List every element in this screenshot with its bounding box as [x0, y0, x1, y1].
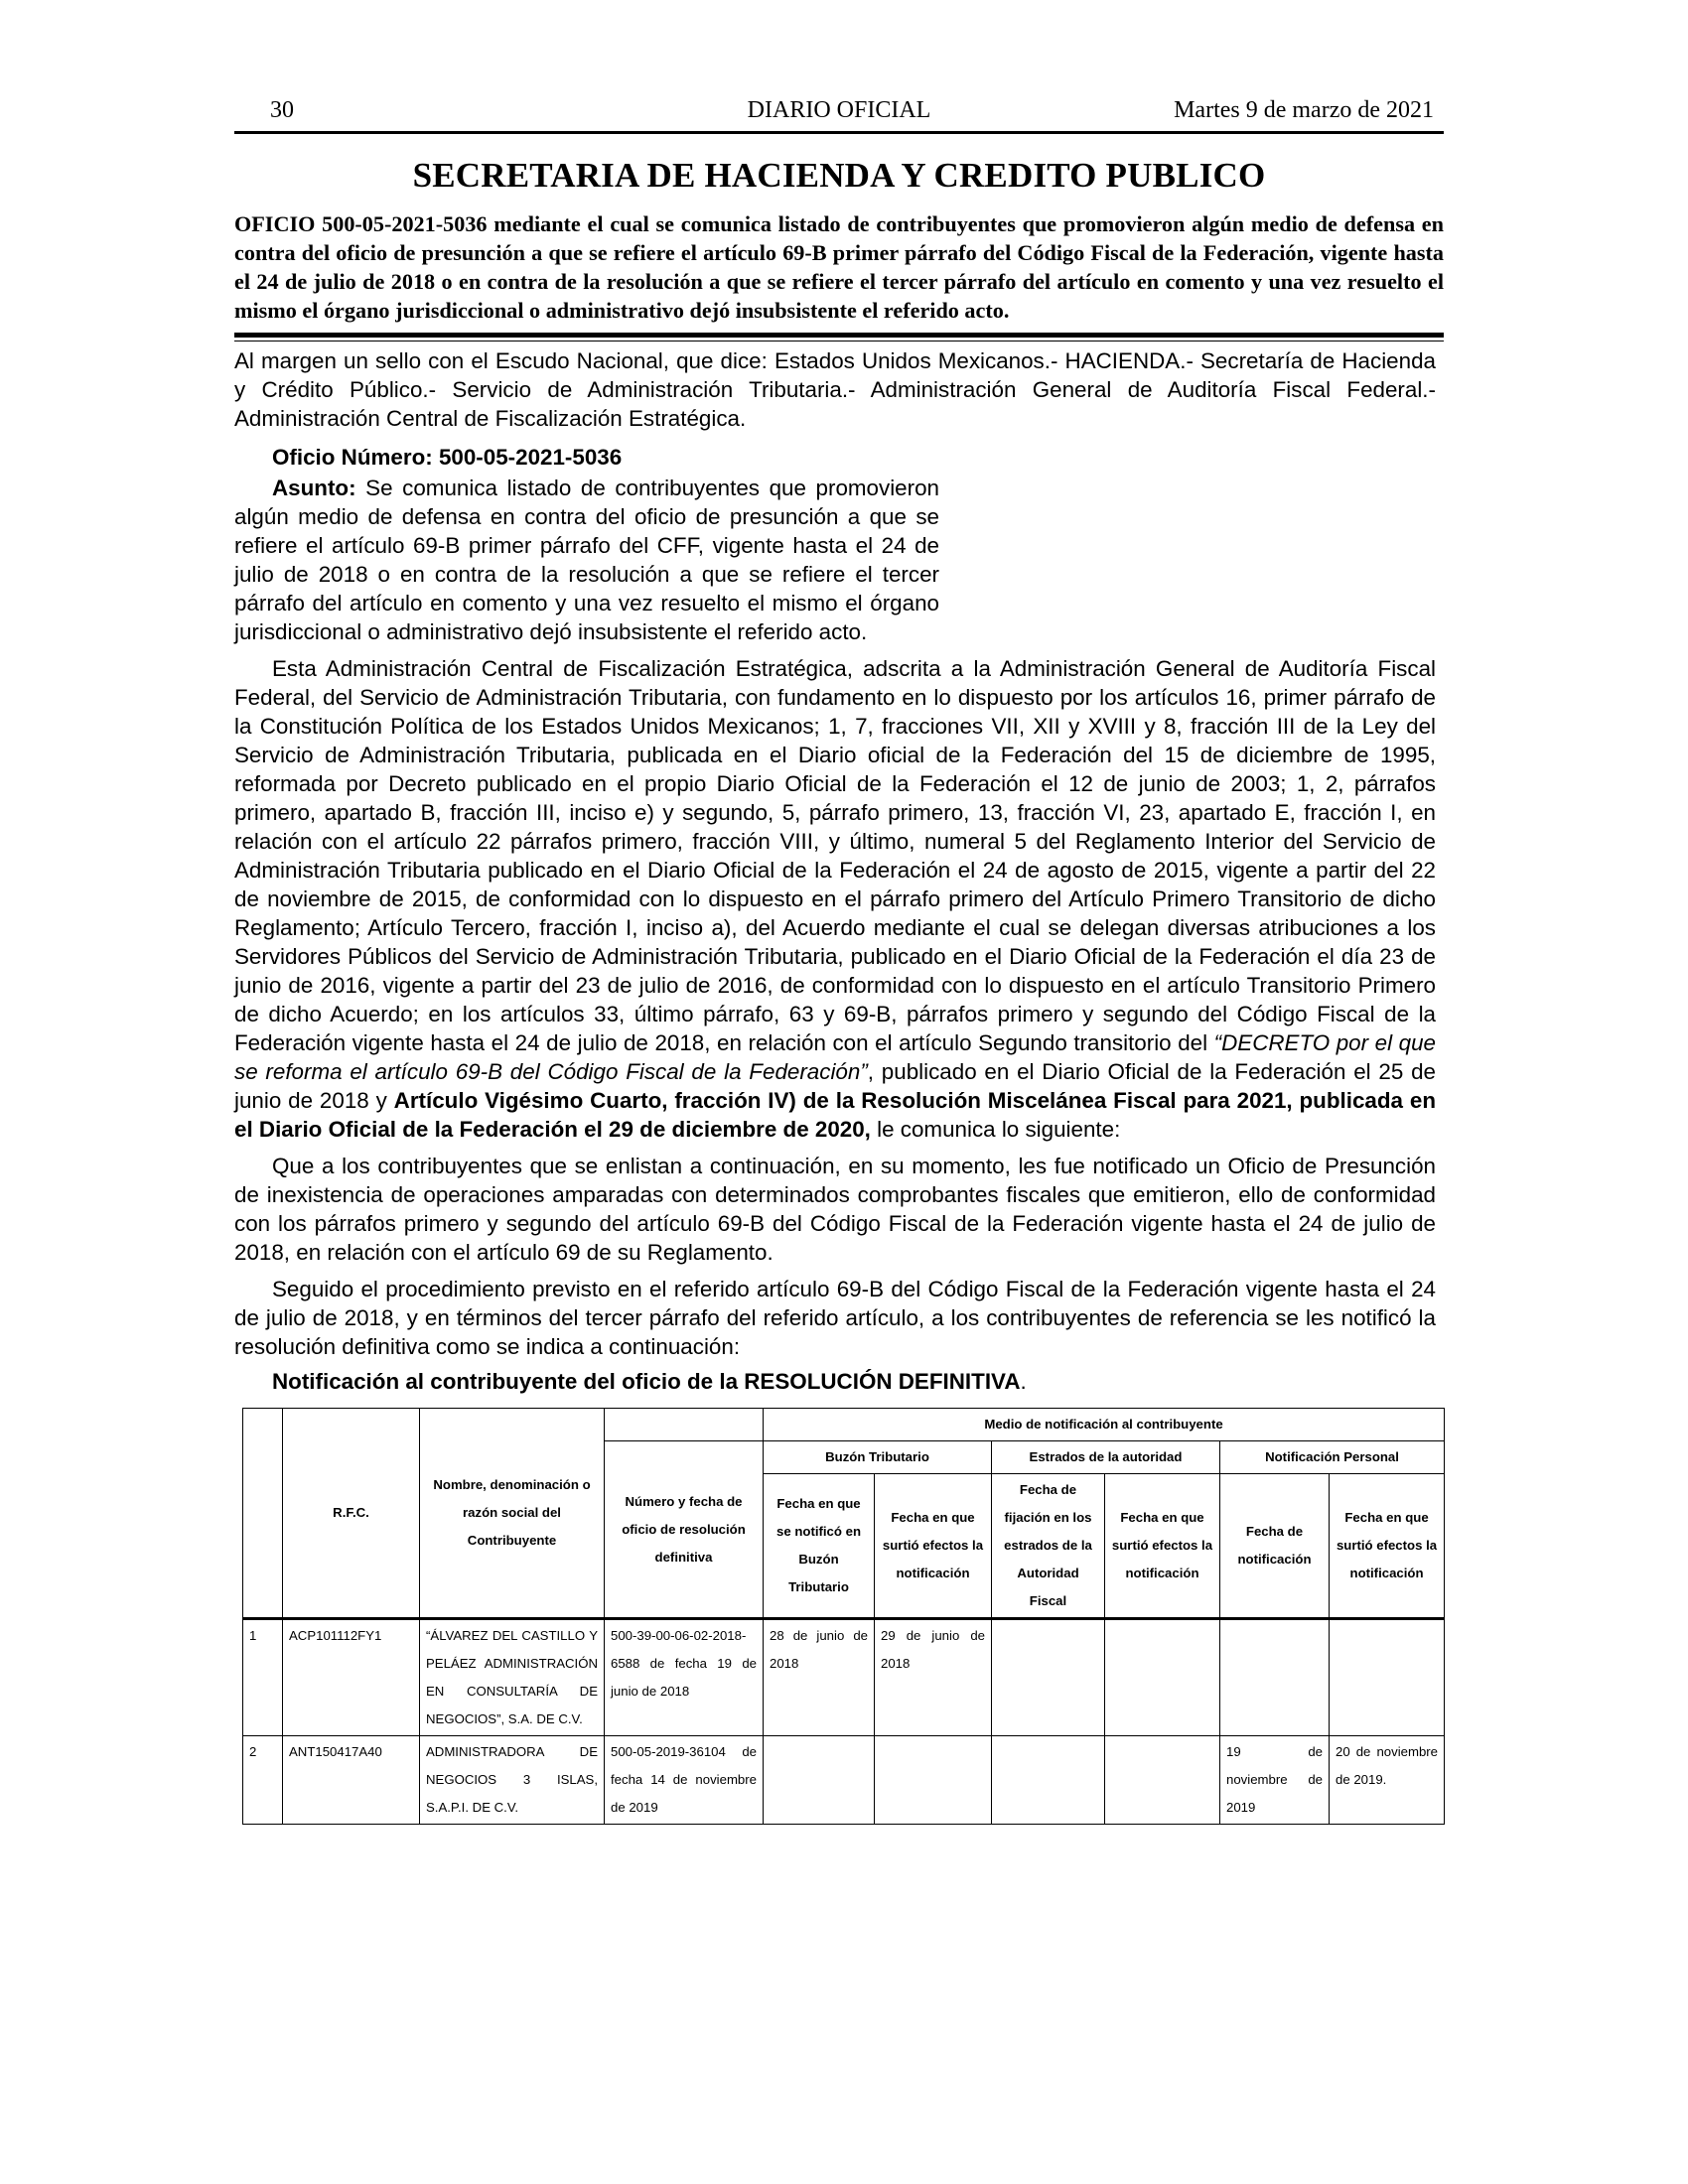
publication-date: Martes 9 de marzo de 2021: [1174, 97, 1434, 123]
table-row: [243, 1736, 1445, 1825]
decree-title: “DECRETO por el que se reforma el artículo 69-B del Código Fiscal de la Federación”: [234, 1030, 1436, 1084]
table-heading-suffix: .: [1020, 1369, 1027, 1394]
row-index: 2: [243, 1736, 283, 1825]
row-estrados-efectos: [1105, 1736, 1220, 1825]
row-nombre: ADMINISTRADORA DE NEGOCIOS 3 ISLAS, S.A.P.I. DE C.V.: [420, 1736, 605, 1825]
document-body: [234, 346, 1444, 1396]
notificacion-personal-header: Notificación Personal: [1220, 1441, 1445, 1474]
table-header-row-1: [243, 1409, 1445, 1441]
row-rfc: ACP101112FY1: [283, 1619, 420, 1736]
table-row: [243, 1619, 1445, 1736]
col-buzon-notif-header: Fecha en que se notificó en Buzón Tributario: [764, 1474, 875, 1619]
procedure-paragraph: Seguido el procedimiento previsto en el referido artículo 69-B del Código Fiscal de la Federación vigente hasta el 24 de julio de 2018, y en términos del tercer párrafo del referido artículo, a los contribuyentes de referencia se les notificó la resolución definitiva como se indica a continuación:: [234, 1277, 1436, 1359]
estrados-header: Estrados de la autoridad: [992, 1441, 1220, 1474]
row-personal-efectos: 20 de noviembre de 2019.: [1330, 1736, 1445, 1825]
legal-basis-text-2: , publicado en el Diario Oficial de la Federación el 25 de junio de 2018 y: [234, 1059, 1436, 1113]
oficio-number: Oficio Número: 500-05-2021-5036: [272, 445, 623, 470]
publication-name: DIARIO OFICIAL: [747, 97, 931, 123]
col-rfc-header: R.F.C.: [283, 1409, 420, 1619]
asunto-text: Se comunica listado de contribuyentes que promovieron algún medio de defensa en contra del oficio de presunción a que se refiere el artículo 69-B primer párrafo del CFF, vigente hasta el 24 de julio de 2018 o en contra de la resolución a que se refiere el tercer párrafo del artículo en comento y una vez resuelto el mismo el órgano jurisdiccional o administrativo dejó insubsistente el referido acto.: [234, 476, 939, 644]
row-oficio: 500-05-2019-36104 de fecha 14 de noviembre de 2019: [605, 1736, 764, 1825]
row-personal-notif: [1220, 1619, 1330, 1736]
row-buzon-efectos: 29 de junio de 2018: [875, 1619, 992, 1736]
col-oficio-header: Número y fecha de oficio de resolución definitiva: [605, 1441, 764, 1619]
row-buzon-notif: 28 de junio de 2018: [764, 1619, 875, 1736]
row-estrados-fijacion: [992, 1736, 1105, 1825]
col-oficio-spacer: [605, 1409, 764, 1441]
row-index: 1: [243, 1619, 283, 1736]
presumption-paragraph: Que a los contribuyentes que se enlistan a continuación, en su momento, les fue notificado un Oficio de Presunción de inexistencia de operaciones amparadas con determinados comprobantes fiscales que emitieron, ello de conformidad con los párrafos primero y segundo del artículo 69-B del Código Fiscal de la Federación vigente hasta el 24 de julio de 2018, en relación con el artículo 69 de su Reglamento.: [234, 1154, 1436, 1265]
section-title: SECRETARIA DE HACIENDA Y CREDITO PUBLICO: [412, 156, 1266, 195]
col-personal-efectos-header: Fecha en que surtió efectos la notificación: [1330, 1474, 1445, 1619]
legal-basis-text-3: le comunica lo siguiente:: [870, 1117, 1121, 1142]
table-heading-text: Notificación al contribuyente del oficio de la RESOLUCIÓN DEFINITIVA: [272, 1369, 1021, 1394]
col-estrados-fijacion-header: Fecha de fijación en los estrados de la Autoridad Fiscal: [992, 1474, 1105, 1619]
legal-basis-text-1: Esta Administración Central de Fiscalización Estratégica, adscrita a la Administración General de Auditoría Fiscal Federal, del Servicio de Administración Tributaria, con fundamento en lo dispuesto por los artículos 16, primer párrafo de la Constitución Política de los Estados Unidos Mexicanos; 1, 7, fracciones VII, XII y XVIII y 8, fracción III de la Ley del Servicio de Administración Tributaria, publicada en el Diario oficial de la Federación del 15 de diciembre de 1995, reformada por Decreto publicado en el propio Diario Oficial de la Federación el 12 de junio de 2003; 1, 2, párrafos primero, apartado B, fracción III, inciso e) y segundo, 5, párrafo primero, 13, fracción VI, 23, apartado E, fracción I, en relación con el artículo 22 párrafos primero, fracción VIII, y último, numeral 5 del Reglamento Interior del Servicio de Administración Tributaria publicado en el Diario Oficial de la Federación el 24 de agosto de 2015, vigente a partir del 22 de noviembre de 2015, de conformidad con lo dispuesto en el párrafo primero del Artículo Primero Transitorio de dicho Reglamento; Artículo Tercero, fracción I, inciso a), del Acuerdo mediante el cual se delegan diversas atribuciones a los Servidores Públicos del Servicio de Administración Tributaria, publicado en el Diario Oficial de la Federación el día 23 de junio de 2016, vigente a partir del 23 de julio de 2016, de conformidad con lo dispuesto en el artículo Transitorio Primero de dicho Acuerdo; en los artículos 33, último párrafo, 63 y 69-B, párrafos primero y segundo del Código Fiscal de la Federación vigente hasta el 24 de julio de 2018, en relación con el artículo Segundo transitorio del: [234, 656, 1436, 1055]
summary-divider: [234, 333, 1444, 341]
col-estrados-efectos-header: Fecha en que surtió efectos la notificación: [1105, 1474, 1220, 1619]
asunto-label: Asunto:: [272, 476, 356, 500]
row-estrados-efectos: [1105, 1619, 1220, 1736]
row-personal-notif: 19 de noviembre de 2019: [1220, 1736, 1330, 1825]
col-personal-notif-header: Fecha de notificación: [1220, 1474, 1330, 1619]
page-number: 30: [270, 97, 294, 123]
col-index-header: [243, 1409, 283, 1619]
document-summary: OFICIO 500-05-2021-5036 mediante el cual se comunica listado de contribuyentes que promovieron algún medio de defensa en contra del oficio de presunción a que se refiere el artículo 69-B primer párrafo del Código Fiscal de la Federación, vigente hasta el 24 de julio de 2018 o en contra de la resolución a que se refiere el tercer párrafo del artículo en comento y una vez resuelto el mismo el órgano jurisdiccional o administrativo dejó insubsistente el referido acto.: [234, 211, 1444, 323]
miscelanea-reference: Artículo Vigésimo Cuarto, fracción IV) de la Resolución Miscelánea Fiscal para 2021, publicada en el Diario Oficial de la Federación el 29 de diciembre de 2020,: [234, 1088, 1437, 1142]
col-nombre-header: Nombre, denominación o razón social del Contribuyente: [420, 1409, 605, 1619]
row-personal-efectos: [1330, 1619, 1445, 1736]
table-heading: [272, 1367, 1444, 1396]
row-buzon-notif: [764, 1736, 875, 1825]
legal-basis-paragraph: [234, 654, 1444, 1144]
col-buzon-efectos-header: Fecha en que surtió efectos la notificación: [875, 1474, 992, 1619]
medio-notificacion-header: Medio de notificación al contribuyente: [764, 1409, 1445, 1441]
asunto-paragraph: [234, 474, 939, 646]
row-oficio: 500-39-00-06-02-2018-6588 de fecha 19 de junio de 2018: [605, 1619, 764, 1736]
page-header: [234, 91, 1444, 134]
row-estrados-fijacion: [992, 1619, 1105, 1736]
row-nombre: “ÁLVAREZ DEL CASTILLO Y PELÁEZ ADMINISTRACIÓN EN CONSULTARÍA DE NEGOCIOS”, S.A. DE C.V.: [420, 1619, 605, 1736]
margin-note: Al margen un sello con el Escudo Nacional, que dice: Estados Unidos Mexicanos.- HACIENDA.- Secretaría de Hacienda y Crédito Público.- Servicio de Administración Tributaria.- Administración General de Auditoría Fiscal Federal.- Administración Central de Fiscalización Estratégica.: [234, 348, 1436, 431]
resolution-table: [242, 1408, 1445, 1825]
row-buzon-efectos: [875, 1736, 992, 1825]
row-rfc: ANT150417A40: [283, 1736, 420, 1825]
document-page: [234, 91, 1444, 1825]
buzon-tributario-header: Buzón Tributario: [764, 1441, 992, 1474]
